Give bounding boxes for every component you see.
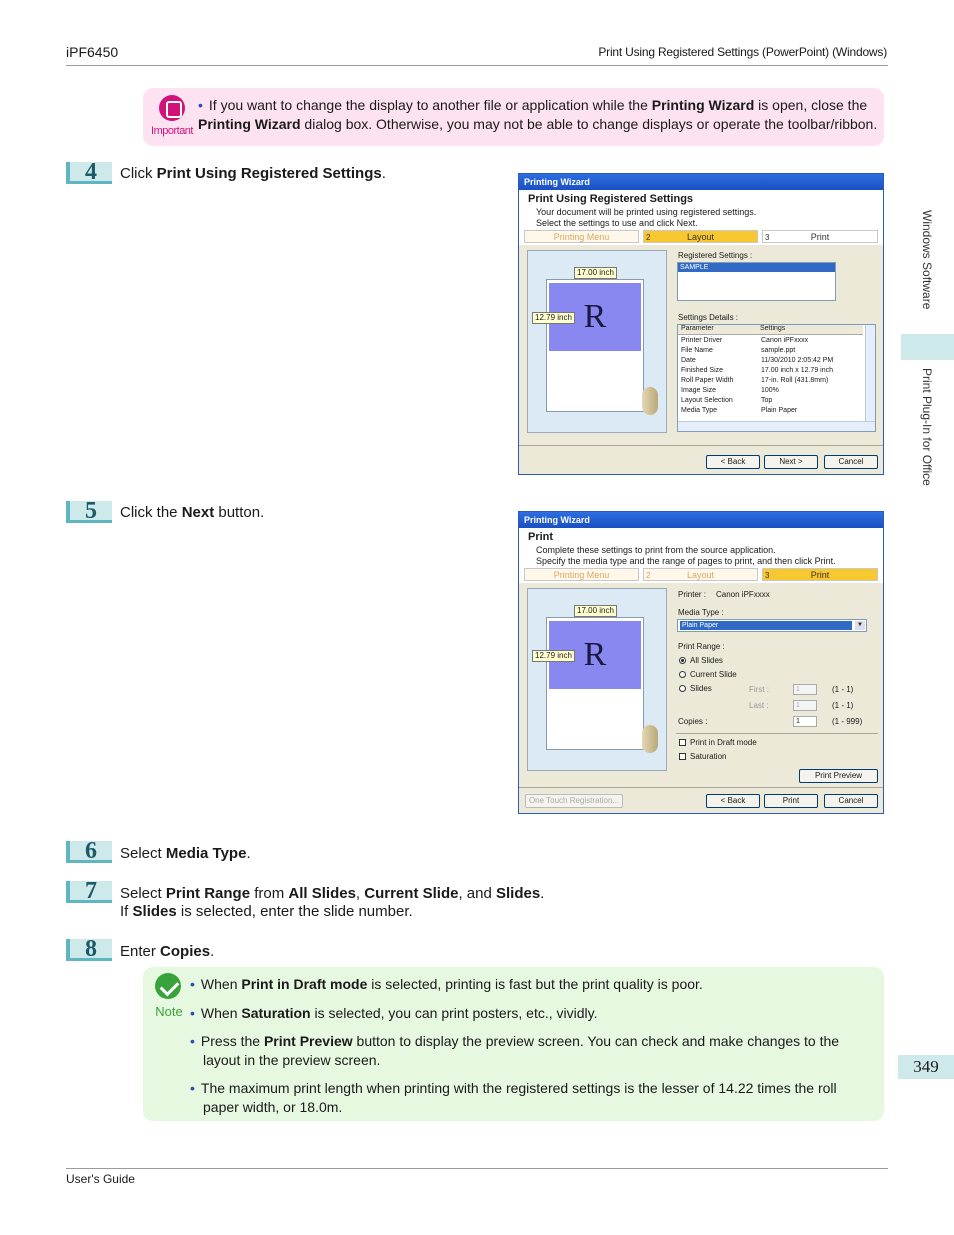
side-tab-print-plugin[interactable]: Print Plug-In for Office: [920, 368, 934, 486]
step-6-text: Select Media Type.: [120, 845, 251, 862]
window-title: Printing Wizard: [519, 174, 883, 190]
horizontal-scrollbar[interactable]: [678, 421, 875, 431]
crumb-layout: 2 Layout: [643, 568, 758, 581]
one-touch-registration-button[interactable]: One Touch Registration...: [525, 794, 623, 808]
step-number-8: 8: [66, 939, 112, 961]
current-slide-label: Current Slide: [690, 670, 737, 679]
settings-details-table[interactable]: Parameter Settings Printer Driver Canon iPFxxxx File Name sample.ppt Date 11/30/2010 2:05:42 PM Finished Size 17.00 inch x 12.79 inch Roll Paper Width 17-in. Roll (431.8mm) Image Size 100% Layout Selection Top Media Type Plain Paper: [677, 324, 876, 432]
note-icon: [152, 973, 186, 1019]
note-item: • When Print in Draft mode is selected, printing is fast but the print quality is poor.: [190, 976, 703, 992]
first-range: (1 - 1): [832, 685, 854, 694]
layout-preview: [527, 588, 667, 771]
preview-letter: R: [549, 283, 641, 351]
height-label: 12.79 inch: [532, 650, 575, 662]
copies-range: (1 - 999): [832, 717, 863, 726]
roll-icon: [642, 725, 658, 753]
saturation-checkbox[interactable]: [679, 753, 686, 760]
last-range: (1 - 1): [832, 701, 854, 710]
printer-value: Canon iPFxxxx: [716, 590, 770, 599]
width-label: 17.00 inch: [574, 605, 617, 617]
last-label: Last :: [749, 701, 769, 710]
print-preview-button[interactable]: Print Preview: [799, 769, 878, 783]
registered-item[interactable]: SAMPLE: [678, 263, 835, 272]
wizard-description: Your document will be printed using registered settings. Select the settings to use and click Next.: [536, 207, 757, 228]
wizard-description: Complete these settings to print from the source application. Specify the media type and the range of pages to print, and then click Print.: [536, 545, 836, 566]
footer-divider: [66, 1168, 888, 1169]
important-label: Important: [151, 125, 193, 137]
wizard-steps: [524, 568, 878, 581]
side-tab-windows-software[interactable]: Windows Software: [920, 210, 934, 310]
registered-settings-list[interactable]: [677, 262, 836, 301]
slides-label: Slides: [690, 684, 712, 693]
page-number: 349: [898, 1055, 954, 1079]
step-8-text: Enter Copies.: [120, 943, 215, 960]
note-label: Note: [155, 1004, 183, 1019]
divider: [519, 787, 883, 788]
registered-settings-label: Registered Settings :: [678, 251, 753, 260]
step-number-6: 6: [66, 841, 112, 863]
important-text: • If you want to change the display to another file or application while the Printing Wizard is open, close the Printing Wizard dialog box. Otherwise, you may not be able to change displays or operate the toolbar/ribbon.: [198, 97, 878, 132]
first-slide-stepper[interactable]: 1: [793, 684, 817, 695]
radio-all-slides[interactable]: [679, 657, 686, 664]
radio-slides[interactable]: [679, 685, 686, 692]
step-number-4: 4: [66, 162, 112, 184]
roll-icon: [642, 387, 658, 415]
print-button[interactable]: Print: [764, 794, 818, 808]
note-item: • When Saturation is selected, you can print posters, etc., vividly.: [190, 1005, 598, 1021]
crumb-layout: 2 Layout: [643, 230, 758, 243]
step-5-text: Click the Next button.: [120, 504, 265, 521]
manual-model: iPF6450: [66, 44, 119, 60]
wizard-heading: Print: [528, 531, 554, 543]
first-label: First :: [749, 685, 769, 694]
settings-details-label: Settings Details :: [678, 313, 739, 322]
preview-letter: R: [549, 621, 641, 689]
printing-wizard-window-2: [518, 511, 884, 814]
step-7-text: Select Print Range from All Slides, Current Slide, and Slides. If Slides is selected, enter the slide number.: [120, 885, 545, 920]
note-item: • Press the Print Preview button to display the preview screen. You can check and make changes to the layout in the preview screen.: [190, 1033, 840, 1068]
cancel-button[interactable]: Cancel: [824, 794, 878, 808]
media-type-label: Media Type :: [678, 608, 724, 617]
layout-preview: [527, 250, 667, 433]
draft-mode-checkbox[interactable]: [679, 739, 686, 746]
step-4-text: Click Print Using Registered Settings.: [120, 165, 386, 182]
radio-current-slide[interactable]: [679, 671, 686, 678]
crumb-printing-menu: Printing Menu: [524, 230, 639, 243]
crumb-print: 3 Print: [762, 568, 878, 581]
divider: [519, 445, 883, 446]
back-button[interactable]: < Back: [706, 794, 760, 808]
hand-stop-icon: [159, 95, 185, 121]
back-button[interactable]: < Back: [706, 455, 760, 469]
media-type-select[interactable]: Plain Paper ▼: [677, 619, 867, 632]
divider: [676, 733, 878, 734]
crumb-print: 3 Print: [762, 230, 878, 243]
bullet-icon: •: [198, 97, 203, 113]
table-header: Parameter Settings: [678, 325, 863, 335]
copies-label: Copies :: [678, 717, 708, 726]
window-title: Printing Wizard: [519, 512, 883, 528]
wizard-steps: [524, 230, 878, 243]
last-slide-stepper[interactable]: 1: [793, 700, 817, 711]
height-label: 12.79 inch: [532, 312, 575, 324]
chevron-down-icon[interactable]: ▼: [855, 621, 865, 630]
next-button[interactable]: Next >: [764, 455, 818, 469]
important-icon: [150, 95, 193, 137]
header-divider: [66, 65, 888, 66]
footer-guide: User's Guide: [66, 1172, 135, 1186]
printer-label: Printer :: [678, 590, 707, 599]
wizard-heading: Print Using Registered Settings: [528, 193, 694, 205]
saturation-label: Saturation: [690, 752, 727, 761]
step-number-7: 7: [66, 881, 112, 903]
note-item: • The maximum print length when printing with the registered settings is the lesser of 14.22 times the roll paper width, or 18.0m.: [190, 1080, 837, 1115]
printing-wizard-window-1: [518, 173, 884, 475]
step-number-5: 5: [66, 501, 112, 523]
section-title: Print Using Registered Settings (PowerPoint) (Windows): [598, 45, 887, 59]
pencil-icon: [155, 973, 181, 999]
draft-mode-label: Print in Draft mode: [690, 738, 757, 747]
copies-stepper[interactable]: 1: [793, 716, 817, 727]
print-range-label: Print Range :: [678, 642, 725, 651]
all-slides-label: All Slides: [690, 656, 723, 665]
width-label: 17.00 inch: [574, 267, 617, 279]
vertical-scrollbar[interactable]: [865, 325, 875, 421]
side-tab-marker: [901, 334, 954, 360]
crumb-printing-menu: Printing Menu: [524, 568, 639, 581]
cancel-button[interactable]: Cancel: [824, 455, 878, 469]
